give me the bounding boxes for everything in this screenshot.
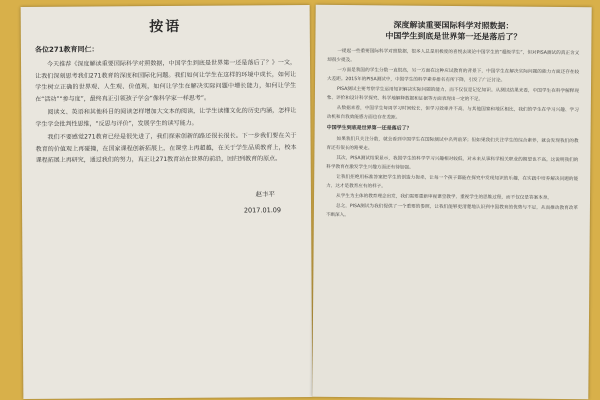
paragraph: 从数据来看，中国学生每周学习时间较长，但学习效率并不高。与其他国家和地区相比，我们的学生在学习兴趣、学习动机和自我效能感方面也存在差距。 (326, 105, 579, 121)
paragraph: 一提起一些重要国际科学对照数据，很多人总是用极度的喜悦去谈论中国学生的“超级学生”，但对PISA测试的真正含义却很少提及。 (327, 48, 580, 64)
signature: 赵丰平 (255, 189, 275, 198)
paragraph: 从学生为主体的教育理念出发，我们需要重新审视课堂教学，重视学生的思维过程，而不仅仅是答案本身。 (336, 193, 552, 201)
paragraph: 今天推荐《深度解读重要国际科学对照数据，中国学生到底是世界第一还是落后了？》一文，让我们深刻思考我们271教育的深度和国际化问题。我们如何让学生在这样的环境中成长，如何让学生树立正确的世界观、人生观、价值观，如何让学生在解决实际问题中增长能力，如何让学生在“活动”“参与度”，最终真正引领孩子学会“像科学家一样思考”。 (35, 59, 297, 103)
paragraph: 其次，PISA测试结果显示，我国学生的科学学习兴趣相对较低，对未来从事科学相关职业的期望也不高。这说明我们的科学教育在激发学生兴趣方面还有待加强。 (326, 155, 579, 171)
page-title: 按语 (149, 18, 182, 36)
paragraph: 让我们拒绝用标准答案把学生的创造力扼杀，让每一个孩子都能在探究中发现知识的乐趣，在实践中培养解决问题的能力，这才是教育应有的样子。 (326, 174, 579, 190)
date: 2017.01.09 (243, 205, 282, 214)
article-title-line-1: 深度解读重要国际科学对照数据： (393, 20, 514, 31)
left-page (21, 5, 313, 399)
subheading: 中国学生到底是世界第一还是落后了？ (326, 124, 412, 132)
salutation: 各位271教育同仁： (34, 45, 99, 54)
paragraph: 一方面是我国的学生分数一直很高，另一方面在这种应试教育的背景下，中国学生在解决实际问题的能力方面还存在较大差距。2015年的PISA测试中，中国学生的科学素养排名有所下降，引发了广泛讨论。 (327, 67, 580, 84)
right-page (312, 5, 591, 399)
paragraph: 总之，PISA测试为我们提供了一个重要的参照，让我们能够更清楚地认识到中国教育的优势与不足，从而推动教育改革不断深入。 (325, 203, 578, 219)
paragraph: PISA测试主要考察学生运用知识解决实际问题的能力，而不仅仅是记忆知识。从测试结果来看，中国学生在科学解释现象、评价和设计科学探究、科学地解释数据和证据等方面表现出一定的不足。 (326, 86, 579, 103)
paragraph: 如果我们只关注分数，就会看到中国学生在国际测试中名列前茅；但如果我们关注学生的综合素养，就会发现我们的教育还有很长的路要走。 (326, 136, 579, 152)
paragraph: 我们不要感觉271教育已经是很先进了，我们探索创新的路还很长很长。下一步我们要在关于教育的价值观上再碰撞，在国家课程创新拓展上，在课堂上再超越，在关于学生品质教育上，校本课程拓展上再研究，通过我们的努力，真正让271教育站在世界的前沿，回归到教育的原点。 (35, 132, 297, 164)
article-title (323, 19, 583, 43)
article-title-line-2: 中国学生到底是世界第一还是落后了？ (385, 31, 522, 42)
paragraph: 阅读文、英语和其他科目的阅读怎样增加大文本的阅读，让学生读懂文化的历史内涵，怎样让学生学会批判性思维，“反思与评价”，发展学生的读写能力。 (35, 107, 297, 128)
